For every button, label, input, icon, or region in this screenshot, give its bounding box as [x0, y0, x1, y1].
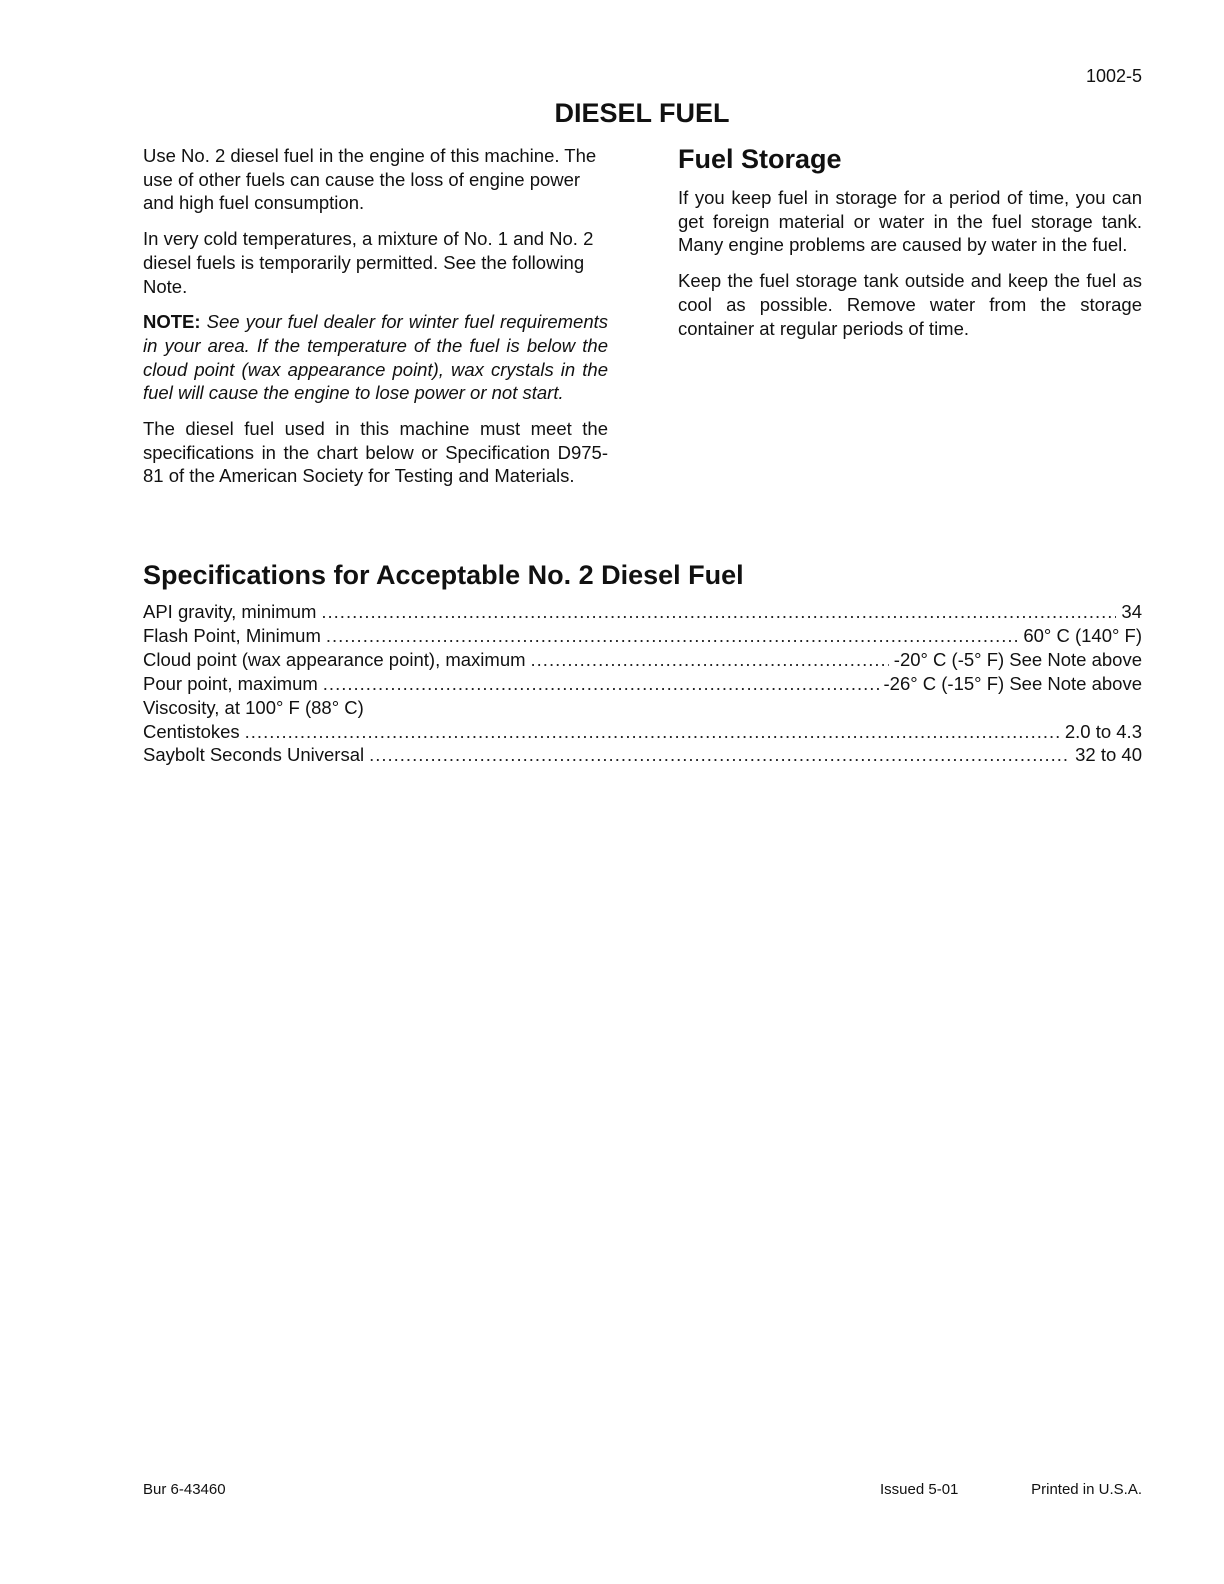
right-column [678, 144, 1142, 352]
spec-row-viscosity [143, 696, 1142, 720]
spec-value: 2.0 to 4.3 [1064, 720, 1142, 742]
note-text: See your fuel dealer for winter fuel requirements in your area. If the temperature of the fuel is below the cloud point (wax appearance point), wax crystals in the fuel will cause the engine to lose power or not start. [143, 311, 609, 404]
footer-printed: Printed in U.S.A. [1031, 1481, 1142, 1498]
spec-row-api-gravity [143, 600, 1142, 624]
spec-label: Cloud point (wax appearance point), maximum [143, 648, 526, 670]
spec-value: -20° C (-5° F) See Note above [893, 648, 1142, 670]
fuel-storage-heading: Fuel Storage [678, 144, 842, 174]
spec-label: Flash Point, Minimum [143, 624, 321, 646]
spec-value: 34 [1121, 601, 1142, 622]
dot-leader [321, 600, 1116, 624]
specifications-section [143, 560, 1142, 767]
cold-temperature-paragraph: In very cold temperatures, a mixture of No. 1 and No. 2 diesel fuels is temporarily permitted. See the following Note. [143, 228, 594, 297]
spec-value: 60° C (140° F) [1023, 624, 1142, 646]
footer-issued: Issued 5-01 [880, 1481, 959, 1498]
spec-row-centistokes [143, 720, 1142, 744]
spec-value: -26° C (-15° F) See Note above [883, 672, 1142, 694]
page-title: DIESEL FUEL [554, 98, 730, 128]
storage-paragraph-1: If you keep fuel in storage for a period of time, you can get foreign material or water in the fuel storage tank. Many engine problems are caused by water in the fuel. [678, 187, 1142, 256]
spec-label: Pour point, maximum [143, 672, 318, 694]
footer-doc-number: Bur 6-43460 [143, 1481, 226, 1498]
spec-row-saybolt [143, 743, 1142, 767]
spec-value: 32 to 40 [1075, 744, 1142, 766]
intro-paragraph: Use No. 2 diesel fuel in the engine of this machine. The use of other fuels can cause the loss of engine power and high fuel consumption. [143, 145, 597, 214]
note-paragraph [143, 310, 608, 405]
note-label: NOTE: [143, 311, 201, 333]
specification-paragraph: The diesel fuel used in this machine must meet the specifications in the chart below or Specification D975-81 of the American Society for Testing and Materials. [143, 418, 608, 487]
specifications-heading: Specifications for Acceptable No. 2 Diesel Fuel [143, 560, 744, 590]
page-number: 1002-5 [1085, 66, 1142, 86]
left-column [143, 144, 608, 500]
spec-label: Centistokes [143, 720, 240, 742]
spec-row-pour-point [143, 672, 1142, 696]
spec-row-cloud-point [143, 648, 1142, 672]
spec-label: Viscosity, at 100° F (88° C) [143, 696, 364, 718]
spec-row-flash-point [143, 624, 1142, 648]
dot-leader [531, 648, 889, 672]
spec-label: API gravity, minimum [143, 601, 317, 622]
specifications-list [143, 600, 1142, 767]
dot-leader [326, 624, 1018, 648]
storage-paragraph-2: Keep the fuel storage tank outside and keep the fuel as cool as possible. Remove water from the storage container at regular periods of time. [678, 270, 1142, 339]
dot-leader [369, 743, 1070, 767]
dot-leader [245, 720, 1060, 744]
dot-leader [323, 672, 879, 696]
spec-label: Saybolt Seconds Universal [143, 744, 365, 766]
